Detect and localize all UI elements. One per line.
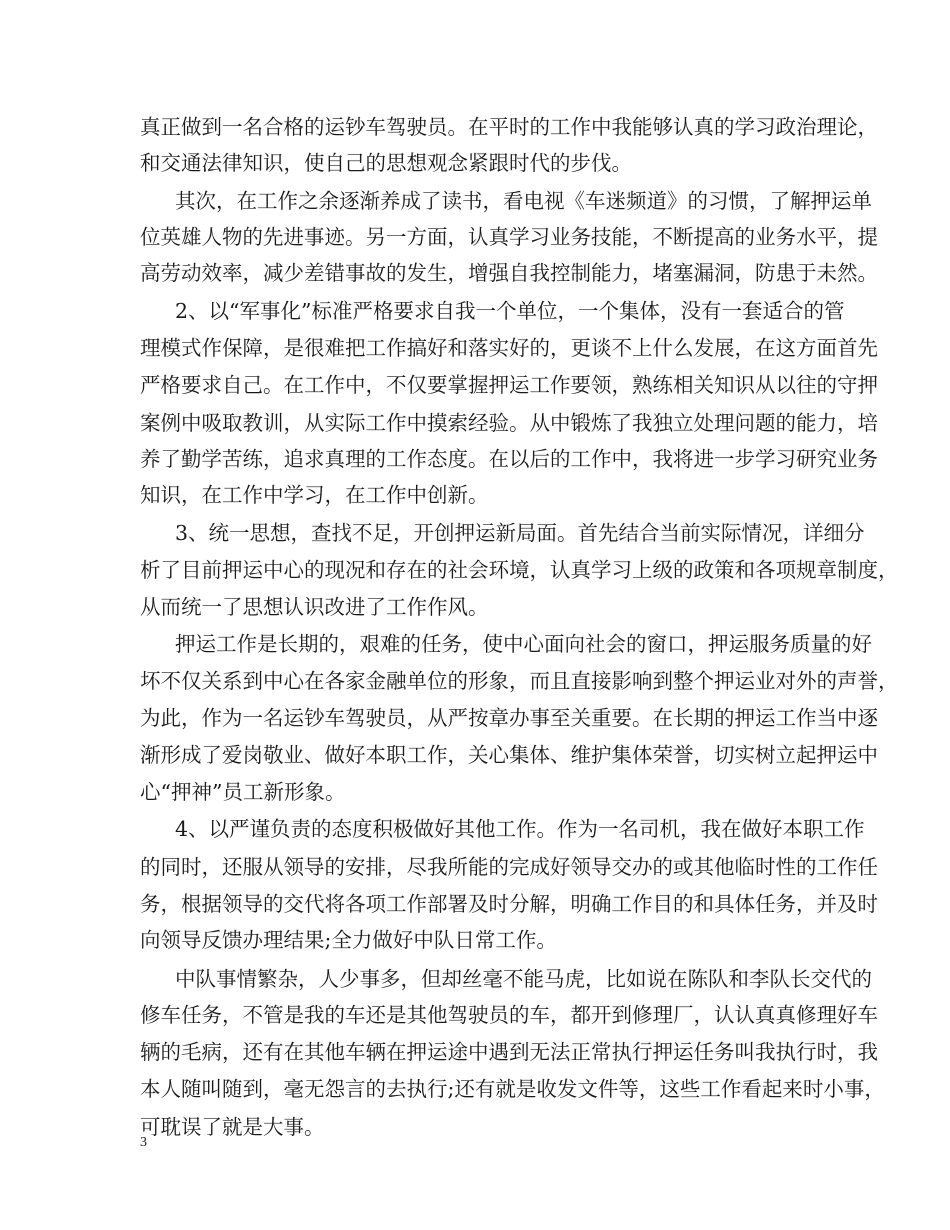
text-line: 案例中吸取教训，从实际工作中摸索经验。从中锻炼了我独立处理问题的能力，培 — [140, 411, 878, 435]
text-line: 4、以严谨负责的态度积极做好其他工作。作为一名司机，我在做好本职工作 — [175, 817, 865, 841]
text-line: 真正做到一名合格的运钞车驾驶员。在平时的工作中我能够认真的学习政治理论， — [140, 115, 878, 139]
text-line: 修车任务，不管是我的车还是其他驾驶员的车，都开到修理厂，认认真真修理好车 — [140, 1003, 878, 1027]
text-line: 为此，作为一名运钞车驾驶员，从严按章办事至关重要。在长期的押运工作当中逐 — [140, 706, 878, 730]
text-line: 可耽误了就是大事。 — [140, 1115, 325, 1139]
text-line: 向领导反馈办理结果;全力做好中队日常工作。 — [140, 928, 557, 952]
text-line: 渐形成了爱岗敬业、做好本职工作，关心集体、维护集体荣誉，切实树立起押运中 — [140, 743, 878, 767]
text-line: 其次，在工作之余逐渐养成了读书，看电视《车迷频道》的习惯，了解押运单 — [175, 189, 872, 213]
text-line: 坏不仅关系到中心在各家金融单位的形象，而且直接影响到整个押运业对外的声誉， — [140, 669, 899, 693]
text-line: 高劳动效率，减少差错事故的发生，增强自我控制能力，堵塞漏洞，防患于未然。 — [140, 261, 878, 285]
text-line: 严格要求自己。在工作中，不仅要掌握押运工作要领，熟练相关知识从以往的守押 — [140, 373, 878, 397]
text-line: 押运工作是长期的，艰难的任务，使中心面向社会的窗口，押运服务质量的好 — [175, 632, 872, 656]
page-number: 3 — [140, 1135, 147, 1150]
text-line: 3、统一思想，查找不足，开创押运新局面。首先结合当前实际情况，详细分 — [175, 521, 865, 545]
text-line: 知识，在工作中学习，在工作中创新。 — [140, 483, 489, 507]
text-line: 辆的毛病，还有在其他车辆在押运途中遇到无法正常执行押运任务叫我执行时，我 — [140, 1040, 878, 1064]
text-line: 2、以“军事化”标准严格要求自我一个单位，一个集体，没有一套适合的管 — [175, 299, 845, 323]
text-line: 析了目前押运中心的现况和存在的社会环境，认真学习上级的政策和各项规章制度， — [140, 558, 899, 582]
text-line: 中队事情繁杂，人少事多，但却丝毫不能马虎，比如说在陈队和李队长交代的 — [175, 967, 872, 991]
text-line: 理模式作保障，是很难把工作搞好和落实好的，更谈不上什么发展，在这方面首先 — [140, 336, 878, 360]
text-line: 心“押神”员工新形象。 — [140, 780, 346, 804]
text-line: 位英雄人物的先进事迹。另一方面，认真学习业务技能，不断提高的业务水平，提 — [140, 225, 878, 249]
text-line: 和交通法律知识，使自己的思想观念紧跟时代的步伐。 — [140, 151, 632, 175]
text-line: 养了勤学苦练，追求真理的工作态度。在以后的工作中，我将进一步学习研究业务 — [140, 447, 878, 471]
text-line: 的同时，还服从领导的安排，尽我所能的完成好领导交办的或其他临时性的工作任 — [140, 855, 878, 879]
text-line: 从而统一了思想认识改进了工作作风。 — [140, 595, 489, 619]
text-line: 务，根据领导的交代将各项工作部署及时分解，明确工作目的和具体任务，并及时 — [140, 892, 878, 916]
text-line: 本人随叫随到，毫无怨言的去执行;还有就是收发文件等，这些工作看起来时小事， — [140, 1077, 885, 1101]
